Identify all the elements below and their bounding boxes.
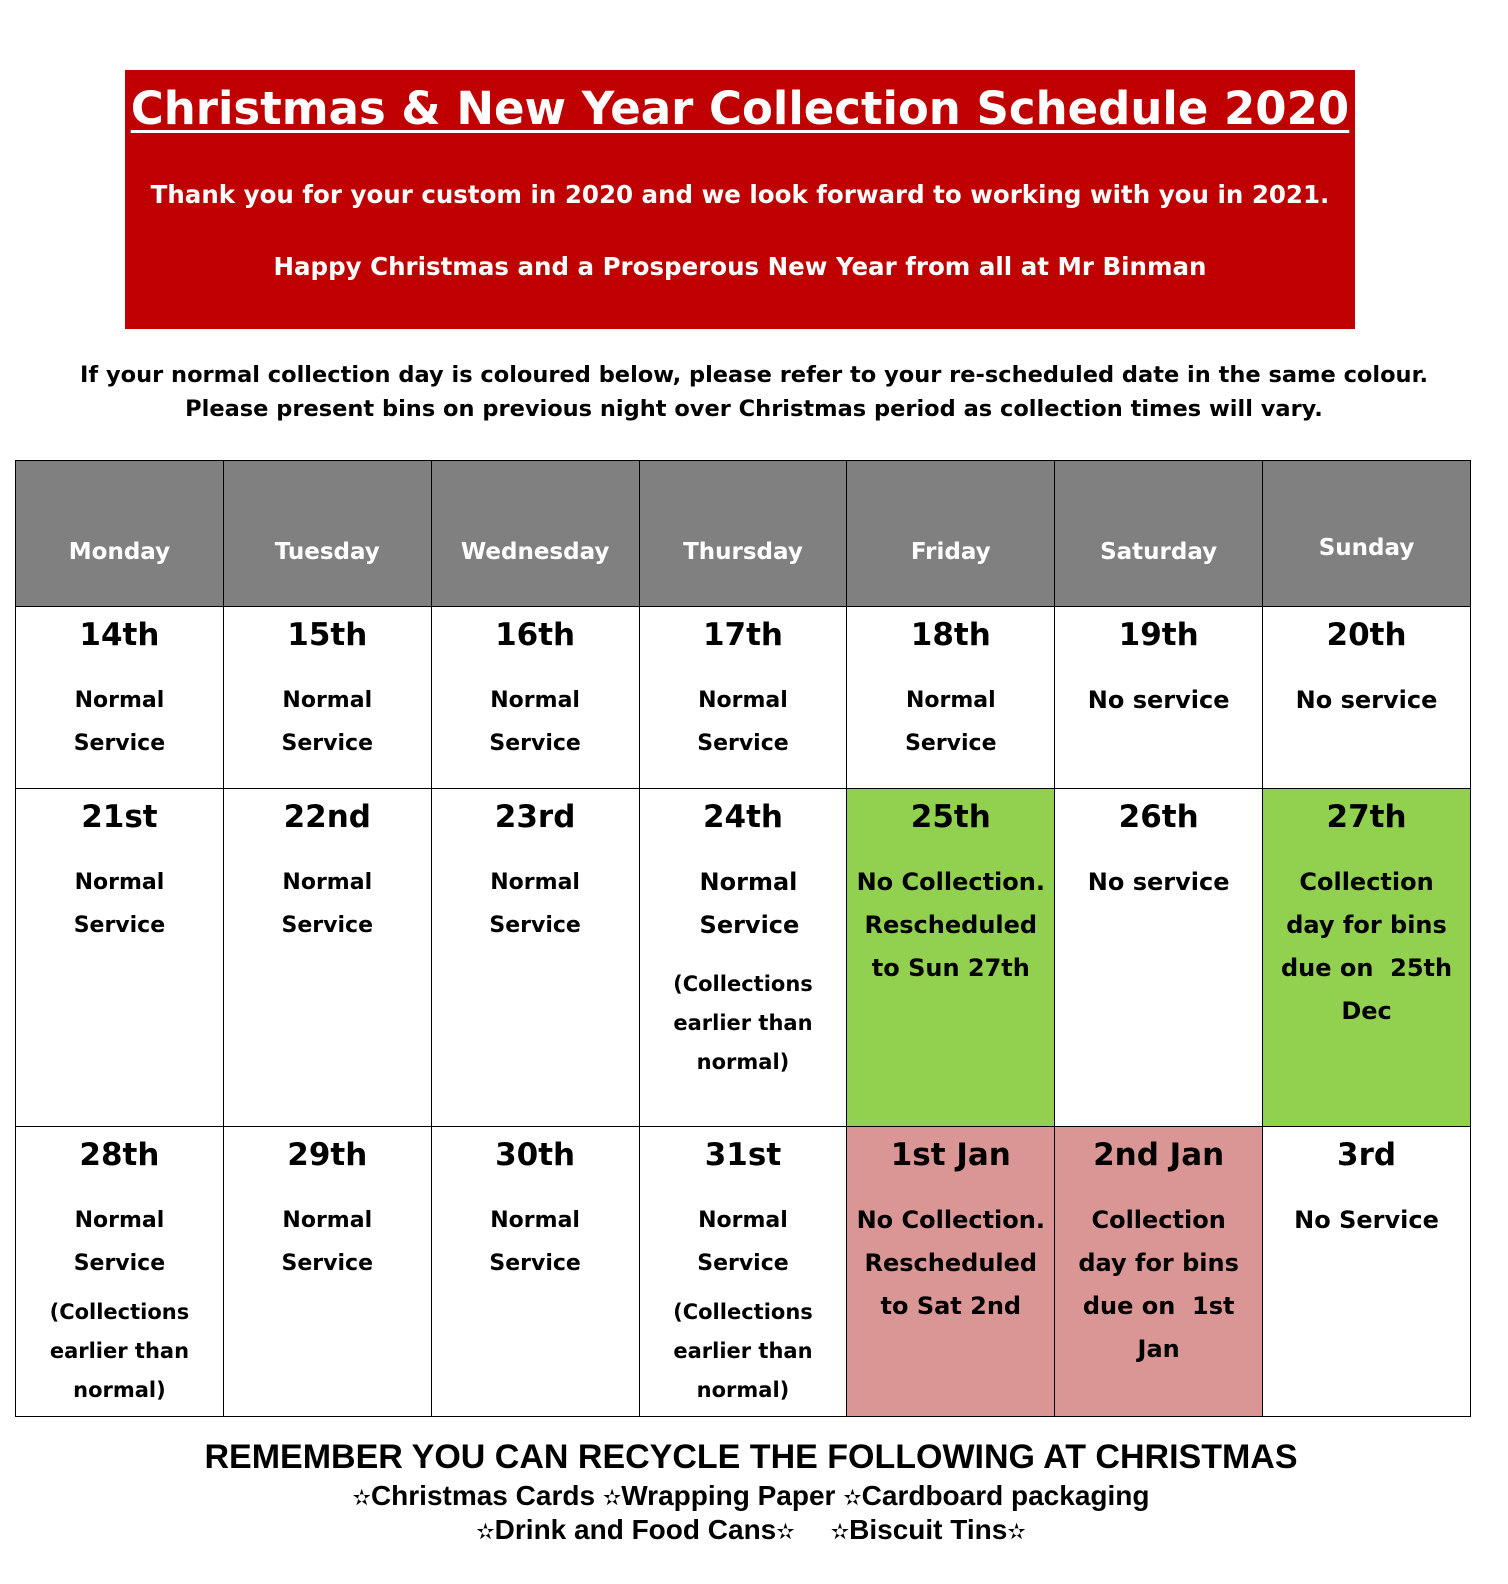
greeting-message: Happy Christmas and a Prosperous New Year from all at Mr Binman bbox=[273, 252, 1207, 281]
day-date: 15th bbox=[287, 617, 368, 653]
day-cell bbox=[431, 789, 639, 1127]
day-status: Normal Service bbox=[697, 1208, 789, 1276]
day-cell bbox=[16, 607, 224, 789]
day-date: 16th bbox=[495, 617, 576, 653]
day-date: 1st Jan bbox=[890, 1137, 1011, 1173]
week-row bbox=[16, 789, 1471, 1127]
recycling-items-line-1 bbox=[0, 1480, 1502, 1512]
day-date: 21st bbox=[81, 799, 158, 835]
weekday-header: Thursday bbox=[639, 461, 847, 607]
day-status: Collection day for bins due on 25th Dec bbox=[1280, 868, 1461, 1025]
week-row bbox=[16, 607, 1471, 789]
day-cell-rescheduled bbox=[1263, 789, 1471, 1127]
weekday-header: Sunday bbox=[1263, 461, 1471, 607]
day-cell bbox=[639, 789, 847, 1127]
recycling-items-line-2 bbox=[0, 1514, 1502, 1546]
day-cell bbox=[223, 789, 431, 1127]
star-outline-icon: ✫ bbox=[1007, 1520, 1026, 1545]
day-status: Normal Service bbox=[281, 688, 373, 756]
day-status: Normal Service bbox=[281, 1208, 373, 1276]
day-cell bbox=[847, 607, 1055, 789]
day-status: Normal Service bbox=[699, 868, 800, 939]
day-date: 19th bbox=[1118, 617, 1199, 653]
week-row bbox=[16, 1127, 1471, 1417]
day-status: Collection day for bins due on 1st Jan bbox=[1078, 1206, 1248, 1363]
day-date: 28th bbox=[79, 1137, 160, 1173]
day-date: 27th bbox=[1326, 799, 1407, 835]
day-date: 2nd Jan bbox=[1093, 1137, 1225, 1173]
day-note: (Collections earlier than normal) bbox=[49, 1300, 190, 1402]
colour-instruction: If your normal collection day is coloured below, please refer to your re-scheduled date in the same colour. bbox=[79, 362, 1429, 388]
recycling-item: Biscuit Tins bbox=[849, 1514, 1008, 1545]
day-cell bbox=[1263, 607, 1471, 789]
day-note: (Collections earlier than normal) bbox=[673, 972, 813, 1074]
recycling-heading: REMEMBER YOU CAN RECYCLE THE FOLLOWING AT CHRISTMAS bbox=[204, 1438, 1298, 1476]
collection-calendar bbox=[15, 460, 1471, 1417]
day-cell bbox=[431, 607, 639, 789]
day-date: 14th bbox=[79, 617, 160, 653]
recycling-item: Wrapping Paper bbox=[621, 1480, 836, 1511]
day-status: Normal Service bbox=[73, 870, 166, 938]
day-cell bbox=[1263, 1127, 1471, 1417]
day-cell bbox=[16, 789, 224, 1127]
day-cell bbox=[639, 1127, 847, 1417]
day-status: No Collection. Rescheduled to Sun 27th bbox=[856, 868, 1045, 982]
day-cell-rescheduled bbox=[1055, 1127, 1263, 1417]
day-cell bbox=[431, 1127, 639, 1417]
thank-you-message: Thank you for your custom in 2020 and we look forward to working with you in 2021. bbox=[150, 180, 1330, 209]
star-outline-icon: ✫ bbox=[476, 1520, 495, 1545]
weekday-header: Wednesday bbox=[431, 461, 639, 607]
day-date: 31st bbox=[704, 1137, 782, 1173]
day-date: 29th bbox=[287, 1137, 368, 1173]
day-date: 30th bbox=[495, 1137, 576, 1173]
star-outline-icon: ✫ bbox=[352, 1486, 371, 1511]
day-date: 22nd bbox=[283, 799, 371, 835]
weekday-header: Saturday bbox=[1055, 461, 1263, 607]
recycling-item: Drink and Food Cans bbox=[494, 1514, 777, 1545]
recycling-item: Cardboard packaging bbox=[861, 1480, 1150, 1511]
day-cell bbox=[223, 1127, 431, 1417]
day-status: No Collection. Rescheduled to Sat 2nd bbox=[856, 1206, 1045, 1320]
day-cell bbox=[223, 607, 431, 789]
day-status: No Service bbox=[1294, 1206, 1439, 1234]
day-status: Normal Service bbox=[905, 688, 997, 756]
weekday-header-row bbox=[16, 461, 1471, 607]
day-status: Normal Service bbox=[697, 688, 789, 756]
star-outline-icon: ✫ bbox=[602, 1486, 622, 1511]
recycling-item: Christmas Cards bbox=[370, 1480, 596, 1511]
day-date: 26th bbox=[1118, 799, 1199, 835]
weekday-header: Monday bbox=[16, 461, 224, 607]
weekday-header: Tuesday bbox=[223, 461, 431, 607]
day-cell bbox=[16, 1127, 224, 1417]
day-status: Normal Service bbox=[489, 870, 581, 938]
day-cell bbox=[639, 607, 847, 789]
day-status: Normal Service bbox=[73, 688, 166, 756]
day-note: (Collections earlier than normal) bbox=[673, 1300, 813, 1402]
day-date: 24th bbox=[702, 799, 783, 835]
presentation-instruction: Please present bins on previous night over Christmas period as collection times will vary. bbox=[185, 396, 1323, 422]
header-banner bbox=[125, 70, 1355, 329]
day-date: 3rd bbox=[1337, 1137, 1397, 1173]
day-date: 18th bbox=[910, 617, 991, 653]
day-status: Normal Service bbox=[489, 1208, 581, 1276]
star-outline-icon: ✫ bbox=[776, 1520, 795, 1545]
day-date: 23rd bbox=[494, 799, 576, 835]
day-status: Normal Service bbox=[73, 1208, 166, 1276]
day-date: 20th bbox=[1326, 617, 1407, 653]
day-status: Normal Service bbox=[489, 688, 581, 756]
weekday-header: Friday bbox=[847, 461, 1055, 607]
day-date: 25th bbox=[910, 799, 991, 835]
star-outline-icon: ✫ bbox=[830, 1520, 850, 1545]
day-status: No service bbox=[1295, 686, 1438, 714]
day-cell bbox=[1055, 789, 1263, 1127]
day-date: 17th bbox=[702, 617, 783, 653]
day-cell-rescheduled bbox=[847, 789, 1055, 1127]
day-cell-rescheduled bbox=[847, 1127, 1055, 1417]
day-status: Normal Service bbox=[281, 870, 373, 938]
page-title: Christmas & New Year Collection Schedule 2020 bbox=[130, 82, 1350, 135]
day-status: No service bbox=[1087, 868, 1230, 896]
star-outline-icon: ✫ bbox=[843, 1486, 862, 1511]
day-cell bbox=[1055, 607, 1263, 789]
day-status: No service bbox=[1087, 686, 1230, 714]
